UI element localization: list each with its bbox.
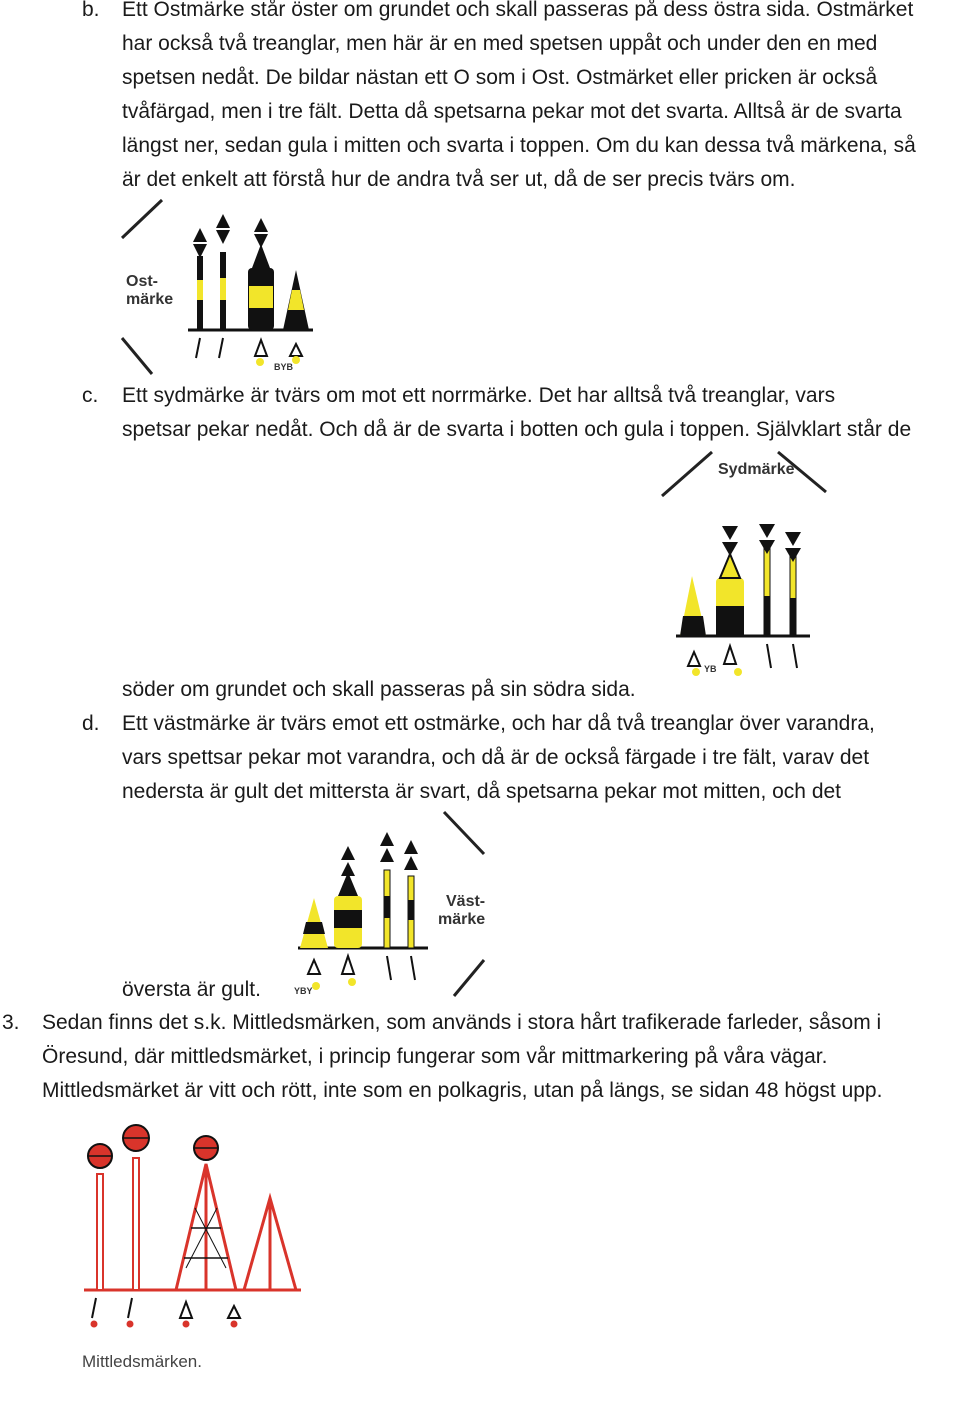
vastmarke-figure	[288, 810, 488, 1000]
text-line: Ett Ostmärke står öster om grundet och skall passeras på dess östra sida. Ostmärket	[122, 0, 914, 21]
text-line: är det enkelt att förstå hur de andra två ser ut, då de ser precis tvärs om.	[122, 168, 796, 191]
text-line: har också två treanglar, men här är en med spetsen uppåt och under den en med	[122, 32, 878, 55]
mittledsmarke-figure	[76, 1118, 316, 1348]
text-line: Sedan finns det s.k. Mittledsmärken, som används i stora hårt trafikerade farleder, såsom i	[42, 1011, 882, 1034]
text-line: längst ner, sedan gula i mitten och svarta i toppen. Om du kan dessa två märkena, så	[122, 134, 916, 157]
figure-label: märke	[126, 291, 174, 308]
ostmarke-figure	[118, 198, 328, 378]
figure-label: Ost-	[126, 273, 158, 290]
list-marker: d.	[82, 712, 100, 735]
text-line: spetsen nedåt. De bildar nästan ett O som i Ost. Ostmärket eller pricken är också	[122, 66, 878, 89]
figure-label: Sydmärke	[718, 461, 795, 478]
paragraph-c	[82, 379, 912, 447]
text-line: vars spettsar pekar mot varandra, och då är de också färgade i tre fält, varav det	[122, 746, 870, 769]
list-marker: 3.	[2, 1011, 20, 1034]
paragraph-3	[2, 1006, 883, 1108]
list-marker: c.	[82, 384, 99, 407]
figure-code: BYB	[274, 362, 294, 372]
text-line: tvåfärgad, men i tre fält. Detta då spetsarna pekar mot det svarta. Alltså är de svarta	[122, 100, 902, 123]
paragraph-b	[82, 0, 916, 197]
text-line: Mittledsmärket är vitt och rött, inte som en polkagris, utan på längs, se sidan 48 högst upp.	[42, 1079, 883, 1102]
figure-code: YB	[704, 664, 717, 674]
list-marker: b.	[82, 0, 100, 21]
text-line: Öresund, där mittledsmärket, i princip fungerar som vår mittmarkering på våra vägar.	[42, 1045, 828, 1068]
figure-label: Väst-	[446, 893, 486, 910]
figure-label: märke	[438, 911, 486, 928]
text-line: Ett västmärke är tvärs emot ett ostmärke, och har då två treanglar över varandra,	[122, 712, 875, 735]
text-line: Ett sydmärke är tvärs om mot ett norrmärke. Det har alltså två treanglar, vars	[122, 384, 836, 407]
figure-caption: Mittledsmärken.	[82, 1352, 202, 1371]
sydmarke-figure	[660, 446, 830, 686]
text-line: spetsar pekar nedåt. Och då är de svarta i botten och gula i toppen. Självklart står de	[122, 418, 912, 441]
figure-code: YBY	[294, 986, 313, 996]
paragraph-d	[82, 707, 875, 809]
paragraph-d-last-line: översta är gult.	[122, 978, 261, 1001]
paragraph-c-last-line: söder om grundet och skall passeras på sin södra sida.	[122, 678, 636, 701]
text-line: nedersta är gult det mittersta är svart, då spetsarna pekar mot mitten, och det	[122, 780, 842, 803]
